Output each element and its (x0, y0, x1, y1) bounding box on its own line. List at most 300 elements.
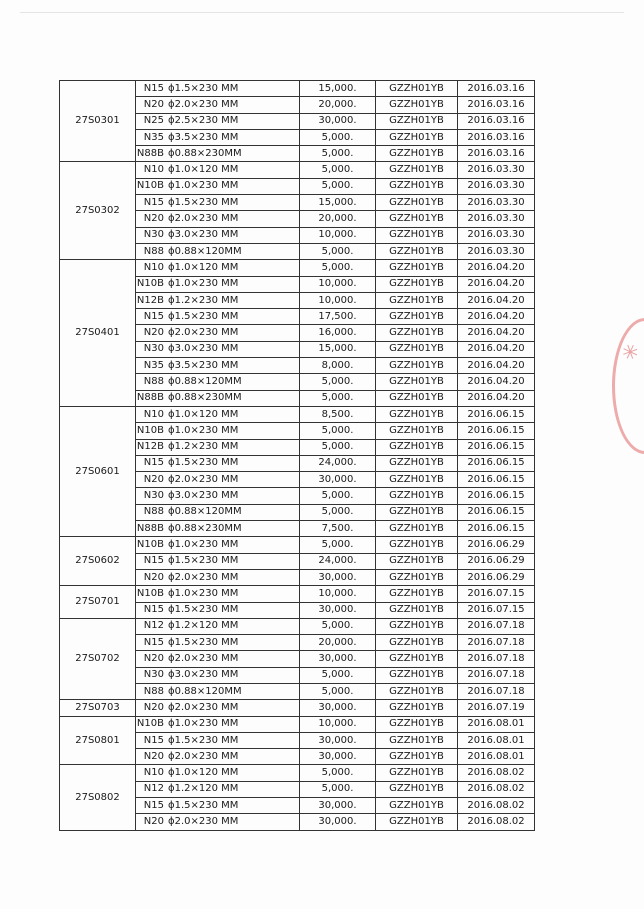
code-cell: GZZH01YB (376, 765, 458, 781)
spec-cell (136, 732, 300, 748)
spec-cell (136, 423, 300, 439)
quantity-cell: 5,000. (300, 162, 376, 178)
code-cell: GZZH01YB (376, 716, 458, 732)
code-cell: GZZH01YB (376, 537, 458, 553)
quantity-cell: 7,500. (300, 521, 376, 537)
dimension-text: ϕ0.88×120MM (168, 375, 242, 387)
code-cell: GZZH01YB (376, 276, 458, 292)
code-cell: GZZH01YB (376, 423, 458, 439)
dimension-text: ϕ2.0×230 MM (168, 213, 239, 225)
size-code: N10B (136, 424, 164, 436)
spec-cell (136, 700, 300, 716)
date-cell: 2016.04.20 (458, 358, 535, 374)
spec-cell (136, 521, 300, 537)
spec-cell (136, 635, 300, 651)
table-row (60, 700, 535, 716)
quantity-cell: 10,000. (300, 227, 376, 243)
quantity-cell: 30,000. (300, 113, 376, 129)
quantity-cell: 5,000. (300, 618, 376, 634)
dimension-text: ϕ1.0×120 MM (168, 767, 239, 779)
code-cell: GZZH01YB (376, 749, 458, 765)
dimension-text: ϕ0.88×120MM (168, 685, 242, 697)
size-code: N20 (143, 98, 164, 110)
code-cell: GZZH01YB (376, 439, 458, 455)
date-cell: 2016.07.18 (458, 635, 535, 651)
date-cell: 2016.07.18 (458, 651, 535, 667)
red-seal-stamp (612, 318, 644, 454)
size-code: N10 (143, 164, 164, 176)
spec-cell (136, 749, 300, 765)
size-code: N30 (143, 669, 164, 681)
date-cell: 2016.03.16 (458, 113, 535, 129)
code-cell: GZZH01YB (376, 814, 458, 830)
date-cell: 2016.03.30 (458, 195, 535, 211)
date-cell: 2016.08.02 (458, 765, 535, 781)
code-cell: GZZH01YB (376, 260, 458, 276)
date-cell: 2016.08.01 (458, 716, 535, 732)
table-row (60, 81, 535, 97)
code-cell: GZZH01YB (376, 732, 458, 748)
size-code: N20 (143, 571, 164, 583)
spec-cell (136, 553, 300, 569)
code-cell: GZZH01YB (376, 586, 458, 602)
dimension-text: ϕ2.0×230 MM (168, 98, 239, 110)
spec-cell (136, 390, 300, 406)
size-code: N15 (143, 457, 164, 469)
code-cell: GZZH01YB (376, 227, 458, 243)
dimension-text: ϕ0.88×230MM (168, 522, 242, 534)
spec-cell (136, 195, 300, 211)
dimension-text: ϕ1.0×230 MM (168, 718, 239, 730)
dimension-text: ϕ1.0×230 MM (168, 424, 239, 436)
batch-number-cell: 27S0302 (60, 162, 136, 260)
spec-cell (136, 537, 300, 553)
table-row (60, 537, 535, 553)
size-code: N88 (143, 685, 164, 697)
size-code: N88 (143, 245, 164, 257)
code-cell: GZZH01YB (376, 390, 458, 406)
dimension-text: ϕ1.0×230 MM (168, 587, 239, 599)
date-cell: 2016.04.20 (458, 341, 535, 357)
code-cell: GZZH01YB (376, 325, 458, 341)
date-cell: 2016.04.20 (458, 276, 535, 292)
date-cell: 2016.07.18 (458, 618, 535, 634)
code-cell: GZZH01YB (376, 651, 458, 667)
quantity-cell: 30,000. (300, 569, 376, 585)
quantity-cell: 5,000. (300, 781, 376, 797)
quantity-cell: 15,000. (300, 81, 376, 97)
size-code: N30 (143, 490, 164, 502)
spec-cell (136, 683, 300, 699)
dimension-text: ϕ2.0×230 MM (168, 816, 239, 827)
spec-cell (136, 227, 300, 243)
size-code: N20 (143, 653, 164, 665)
quantity-cell: 20,000. (300, 97, 376, 113)
quantity-cell: 30,000. (300, 602, 376, 618)
quantity-cell: 30,000. (300, 472, 376, 488)
spec-cell (136, 292, 300, 308)
date-cell: 2016.03.16 (458, 129, 535, 145)
date-cell: 2016.08.02 (458, 781, 535, 797)
quantity-cell: 15,000. (300, 341, 376, 357)
size-code: N15 (143, 604, 164, 616)
dimension-text: ϕ2.5×230 MM (168, 115, 239, 127)
code-cell: GZZH01YB (376, 97, 458, 113)
code-cell: GZZH01YB (376, 374, 458, 390)
red-seal-mark: ✳ (618, 337, 643, 367)
spec-cell (136, 146, 300, 162)
spec-cell (136, 716, 300, 732)
code-cell: GZZH01YB (376, 700, 458, 716)
date-cell: 2016.06.29 (458, 569, 535, 585)
code-cell: GZZH01YB (376, 195, 458, 211)
page-top-rule (20, 12, 624, 13)
code-cell: GZZH01YB (376, 211, 458, 227)
size-code: N10B (136, 587, 164, 599)
spec-cell (136, 325, 300, 341)
date-cell: 2016.04.20 (458, 260, 535, 276)
quantity-cell: 5,000. (300, 683, 376, 699)
quantity-cell: 24,000. (300, 455, 376, 471)
quantity-cell: 8,000. (300, 358, 376, 374)
quantity-cell: 30,000. (300, 700, 376, 716)
date-cell: 2016.07.15 (458, 586, 535, 602)
dimension-text: ϕ2.0×230 MM (168, 750, 239, 762)
spec-cell (136, 667, 300, 683)
batch-number-cell: 27S0301 (60, 81, 136, 162)
quantity-cell: 5,000. (300, 390, 376, 406)
spec-cell (136, 586, 300, 602)
spec-cell (136, 439, 300, 455)
quantity-cell: 10,000. (300, 586, 376, 602)
code-cell: GZZH01YB (376, 569, 458, 585)
dimension-text: ϕ2.0×230 MM (168, 473, 239, 485)
spec-cell (136, 781, 300, 797)
dimension-text: ϕ0.88×120MM (168, 245, 242, 257)
date-cell: 2016.06.29 (458, 537, 535, 553)
spec-cell (136, 488, 300, 504)
size-code: N88B (136, 147, 164, 159)
size-code: N15 (143, 636, 164, 648)
quantity-cell: 20,000. (300, 211, 376, 227)
dimension-text: ϕ1.5×230 MM (168, 555, 239, 567)
spec-cell (136, 162, 300, 178)
quantity-cell: 30,000. (300, 814, 376, 830)
spec-cell (136, 504, 300, 520)
dimension-text: ϕ1.2×120 MM (168, 783, 239, 795)
size-code: N20 (143, 213, 164, 225)
dimension-text: ϕ1.0×120 MM (168, 164, 239, 176)
quantity-cell: 5,000. (300, 537, 376, 553)
batch-number-cell: 27S0801 (60, 716, 136, 765)
dimension-text: ϕ3.0×230 MM (168, 490, 239, 502)
quantity-cell: 30,000. (300, 732, 376, 748)
dimension-text: ϕ3.5×230 MM (168, 359, 239, 371)
spec-cell (136, 472, 300, 488)
date-cell: 2016.07.18 (458, 683, 535, 699)
spec-cell (136, 81, 300, 97)
code-cell: GZZH01YB (376, 553, 458, 569)
size-code: N12B (136, 294, 164, 306)
spec-cell (136, 309, 300, 325)
code-cell: GZZH01YB (376, 406, 458, 422)
code-cell: GZZH01YB (376, 781, 458, 797)
date-cell: 2016.03.30 (458, 227, 535, 243)
size-code: N35 (143, 359, 164, 371)
spec-cell (136, 814, 300, 830)
spec-cell (136, 178, 300, 194)
dimension-text: ϕ1.2×120 MM (168, 620, 239, 632)
code-cell: GZZH01YB (376, 309, 458, 325)
spec-cell (136, 276, 300, 292)
code-cell: GZZH01YB (376, 455, 458, 471)
quantity-cell: 5,000. (300, 374, 376, 390)
quantity-cell: 10,000. (300, 276, 376, 292)
table-row (60, 260, 535, 276)
spec-cell (136, 358, 300, 374)
size-code: N88 (143, 506, 164, 518)
date-cell: 2016.06.15 (458, 521, 535, 537)
size-code: N35 (143, 131, 164, 143)
code-cell: GZZH01YB (376, 178, 458, 194)
quantity-cell: 20,000. (300, 635, 376, 651)
batch-number-cell: 27S0601 (60, 406, 136, 536)
quantity-cell: 5,000. (300, 243, 376, 259)
code-cell: GZZH01YB (376, 162, 458, 178)
date-cell: 2016.03.30 (458, 243, 535, 259)
quantity-cell: 30,000. (300, 798, 376, 814)
shipment-table-body (60, 81, 535, 831)
size-code: N88B (136, 392, 164, 404)
date-cell: 2016.03.16 (458, 97, 535, 113)
size-code: N10 (143, 767, 164, 779)
dimension-text: ϕ2.0×230 MM (168, 701, 239, 713)
date-cell: 2016.04.20 (458, 309, 535, 325)
spec-cell (136, 455, 300, 471)
size-code: N88B (136, 522, 164, 534)
dimension-text: ϕ1.5×230 MM (168, 636, 239, 648)
quantity-cell: 5,000. (300, 765, 376, 781)
date-cell: 2016.03.30 (458, 162, 535, 178)
dimension-text: ϕ1.0×120 MM (168, 408, 239, 420)
quantity-cell: 5,000. (300, 178, 376, 194)
date-cell: 2016.06.15 (458, 406, 535, 422)
code-cell: GZZH01YB (376, 81, 458, 97)
quantity-cell: 30,000. (300, 651, 376, 667)
code-cell: GZZH01YB (376, 129, 458, 145)
batch-number-cell: 27S0702 (60, 618, 136, 699)
size-code: N10B (136, 538, 164, 550)
dimension-text: ϕ1.5×230 MM (168, 799, 239, 811)
quantity-cell: 16,000. (300, 325, 376, 341)
date-cell: 2016.04.20 (458, 325, 535, 341)
dimension-text: ϕ2.0×230 MM (168, 571, 239, 583)
date-cell: 2016.08.02 (458, 798, 535, 814)
quantity-cell: 5,000. (300, 146, 376, 162)
date-cell: 2016.04.20 (458, 292, 535, 308)
code-cell: GZZH01YB (376, 113, 458, 129)
date-cell: 2016.06.29 (458, 553, 535, 569)
size-code: N15 (143, 82, 164, 94)
code-cell: GZZH01YB (376, 667, 458, 683)
dimension-text: ϕ1.5×230 MM (168, 604, 239, 616)
dimension-text: ϕ1.0×120 MM (168, 261, 239, 273)
size-code: N12 (143, 620, 164, 632)
dimension-text: ϕ1.0×230 MM (168, 180, 239, 192)
dimension-text: ϕ2.0×230 MM (168, 327, 239, 339)
dimension-text: ϕ1.5×230 MM (168, 734, 239, 746)
quantity-cell: 5,000. (300, 667, 376, 683)
spec-cell (136, 618, 300, 634)
quantity-cell: 30,000. (300, 749, 376, 765)
date-cell: 2016.07.18 (458, 667, 535, 683)
size-code: N15 (143, 799, 164, 811)
date-cell: 2016.04.20 (458, 390, 535, 406)
dimension-text: ϕ1.2×230 MM (168, 294, 239, 306)
date-cell: 2016.06.15 (458, 423, 535, 439)
date-cell: 2016.06.15 (458, 504, 535, 520)
date-cell: 2016.03.16 (458, 81, 535, 97)
table-row (60, 716, 535, 732)
dimension-text: ϕ3.0×230 MM (168, 229, 239, 241)
quantity-cell: 15,000. (300, 195, 376, 211)
date-cell: 2016.04.20 (458, 374, 535, 390)
table-row (60, 765, 535, 781)
code-cell: GZZH01YB (376, 341, 458, 357)
code-cell: GZZH01YB (376, 618, 458, 634)
quantity-cell: 10,000. (300, 292, 376, 308)
quantity-cell: 5,000. (300, 423, 376, 439)
dimension-text: ϕ0.88×230MM (168, 392, 242, 404)
spec-cell (136, 129, 300, 145)
size-code: N12B (136, 441, 164, 453)
code-cell: GZZH01YB (376, 292, 458, 308)
size-code: N20 (143, 473, 164, 485)
dimension-text: ϕ2.0×230 MM (168, 653, 239, 665)
dimension-text: ϕ1.5×230 MM (168, 457, 239, 469)
table-row (60, 162, 535, 178)
quantity-cell: 5,000. (300, 504, 376, 520)
size-code: N15 (143, 196, 164, 208)
date-cell: 2016.08.01 (458, 749, 535, 765)
dimension-text: ϕ3.5×230 MM (168, 131, 239, 143)
spec-cell (136, 374, 300, 390)
size-code: N20 (143, 701, 164, 713)
code-cell: GZZH01YB (376, 146, 458, 162)
date-cell: 2016.03.30 (458, 211, 535, 227)
size-code: N20 (143, 816, 164, 827)
dimension-text: ϕ1.2×230 MM (168, 441, 239, 453)
quantity-cell: 5,000. (300, 260, 376, 276)
spec-cell (136, 341, 300, 357)
dimension-text: ϕ3.0×230 MM (168, 669, 239, 681)
spec-cell (136, 406, 300, 422)
dimension-text: ϕ0.88×120MM (168, 506, 242, 518)
spec-cell (136, 602, 300, 618)
quantity-cell: 5,000. (300, 439, 376, 455)
spec-cell (136, 260, 300, 276)
size-code: N15 (143, 310, 164, 322)
dimension-text: ϕ0.88×230MM (168, 147, 242, 159)
table-row (60, 618, 535, 634)
batch-number-cell: 27S0401 (60, 260, 136, 407)
spec-cell (136, 765, 300, 781)
code-cell: GZZH01YB (376, 358, 458, 374)
size-code: N10B (136, 278, 164, 290)
dimension-text: ϕ1.5×230 MM (168, 196, 239, 208)
spec-cell (136, 651, 300, 667)
size-code: N20 (143, 750, 164, 762)
size-code: N15 (143, 555, 164, 567)
date-cell: 2016.03.16 (458, 146, 535, 162)
size-code: N30 (143, 343, 164, 355)
date-cell: 2016.08.01 (458, 732, 535, 748)
spec-cell (136, 97, 300, 113)
code-cell: GZZH01YB (376, 243, 458, 259)
date-cell: 2016.03.30 (458, 178, 535, 194)
table-row (60, 586, 535, 602)
dimension-text: ϕ1.5×230 MM (168, 82, 239, 94)
date-cell: 2016.08.02 (458, 814, 535, 830)
date-cell: 2016.06.15 (458, 455, 535, 471)
size-code: N25 (143, 115, 164, 127)
size-code: N15 (143, 734, 164, 746)
spec-cell (136, 569, 300, 585)
code-cell: GZZH01YB (376, 504, 458, 520)
quantity-cell: 8,500. (300, 406, 376, 422)
size-code: N12 (143, 783, 164, 795)
code-cell: GZZH01YB (376, 488, 458, 504)
quantity-cell: 5,000. (300, 129, 376, 145)
code-cell: GZZH01YB (376, 798, 458, 814)
size-code: N10 (143, 408, 164, 420)
dimension-text: ϕ1.0×230 MM (168, 278, 239, 290)
date-cell: 2016.06.15 (458, 488, 535, 504)
dimension-text: ϕ3.0×230 MM (168, 343, 239, 355)
batch-number-cell: 27S0701 (60, 586, 136, 619)
size-code: N30 (143, 229, 164, 241)
date-cell: 2016.06.15 (458, 439, 535, 455)
date-cell: 2016.06.15 (458, 472, 535, 488)
size-code: N10B (136, 718, 164, 730)
quantity-cell: 17,500. (300, 309, 376, 325)
size-code: N88 (143, 375, 164, 387)
batch-number-cell: 27S0703 (60, 700, 136, 716)
size-code: N20 (143, 327, 164, 339)
size-code: N10B (136, 180, 164, 192)
spec-cell (136, 113, 300, 129)
dimension-text: ϕ1.5×230 MM (168, 310, 239, 322)
spec-cell (136, 243, 300, 259)
shipment-table (59, 80, 535, 831)
quantity-cell: 24,000. (300, 553, 376, 569)
size-code: N10 (143, 261, 164, 273)
code-cell: GZZH01YB (376, 683, 458, 699)
code-cell: GZZH01YB (376, 521, 458, 537)
dimension-text: ϕ1.0×230 MM (168, 538, 239, 550)
code-cell: GZZH01YB (376, 602, 458, 618)
spec-cell (136, 798, 300, 814)
code-cell: GZZH01YB (376, 472, 458, 488)
table-row (60, 406, 535, 422)
quantity-cell: 10,000. (300, 716, 376, 732)
spec-cell (136, 211, 300, 227)
batch-number-cell: 27S0802 (60, 765, 136, 830)
code-cell: GZZH01YB (376, 635, 458, 651)
date-cell: 2016.07.15 (458, 602, 535, 618)
date-cell: 2016.07.19 (458, 700, 535, 716)
quantity-cell: 5,000. (300, 488, 376, 504)
